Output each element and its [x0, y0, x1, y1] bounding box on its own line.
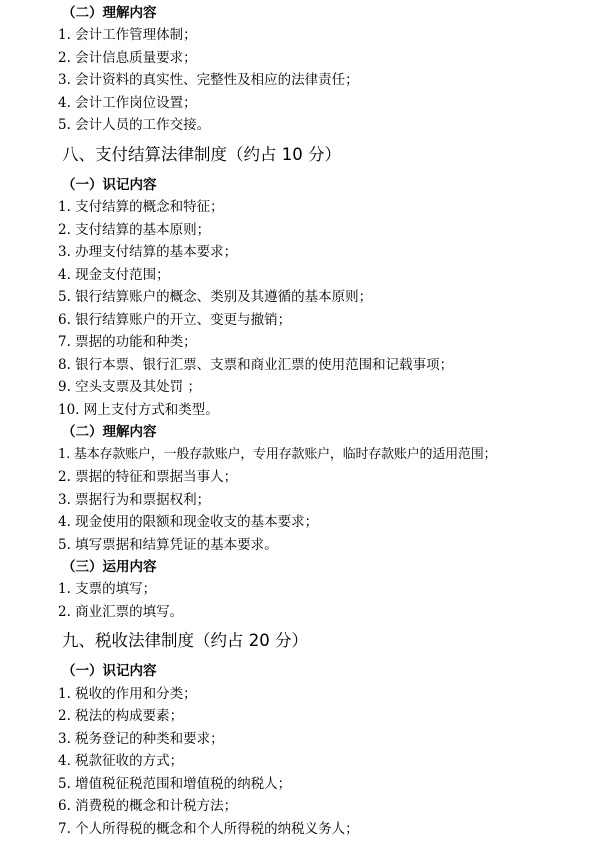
- list-item: 5. 填写票据和结算凭证的基本要求。: [58, 537, 278, 553]
- list-item: 1. 税收的作用和分类；: [58, 686, 197, 702]
- list-item: 5. 会计人员的工作交接。: [58, 117, 211, 133]
- list-item: 2. 支付结算的基本原则；: [58, 222, 211, 238]
- list-item: 10. 网上支付方式和类型。: [58, 402, 219, 418]
- list-item: 1. 支付结算的概念和特征；: [58, 199, 224, 215]
- list-item: 5. 增值税征税范围和增值税的纳税人；: [58, 776, 292, 792]
- section-heading-tax: 九、税收法律制度（约占 20 分）: [62, 631, 308, 650]
- list-item: 7. 个人所得税的概念和个人所得税的纳税义务人；: [58, 821, 359, 837]
- list-item: 9. 空头支票及其处罚 ；: [58, 379, 201, 395]
- list-item: 4. 现金使用的限额和现金收支的基本要求；: [58, 514, 319, 530]
- list-item: 2. 商业汇票的填写。: [58, 604, 184, 620]
- list-item: 1. 会计工作管理体制；: [58, 27, 197, 43]
- sub-heading-apply: （三）运用内容: [62, 559, 157, 575]
- list-item: 6. 消费税的概念和计税方法；: [58, 798, 238, 814]
- list-item: 2. 会计信息质量要求；: [58, 50, 197, 66]
- list-item: 1. 基本存款账户，一般存款账户，专用存款账户，临时存款账户的适用范围；: [58, 447, 497, 462]
- sub-heading-memorize: （一）识记内容: [62, 177, 157, 193]
- list-item: 4. 现金支付范围；: [58, 267, 170, 283]
- list-item: 4. 会计工作岗位设置；: [58, 95, 197, 111]
- list-item: 1. 支票的填写；: [58, 581, 157, 597]
- list-item: 3. 办理支付结算的基本要求；: [58, 244, 238, 260]
- sub-heading-understand: （二）理解内容: [62, 5, 157, 21]
- sub-heading-understand: （二）理解内容: [62, 424, 157, 440]
- list-item: 5. 银行结算账户的概念、类别及其遵循的基本原则；: [58, 289, 373, 305]
- list-item: 6. 银行结算账户的开立、变更与撤销；: [58, 312, 292, 328]
- list-item: 2. 票据的特征和票据当事人；: [58, 469, 238, 485]
- list-item: 4. 税款征收的方式；: [58, 753, 184, 769]
- list-item: 7. 票据的功能和种类；: [58, 334, 197, 350]
- section-heading-payment: 八、支付结算法律制度（约占 10 分）: [62, 145, 341, 164]
- sub-heading-memorize: （一）识记内容: [62, 663, 157, 679]
- list-item: 8. 银行本票、银行汇票、支票和商业汇票的使用范围和记载事项；: [58, 357, 454, 373]
- list-item: 3. 会计资料的真实性、完整性及相应的法律责任；: [58, 72, 359, 88]
- list-item: 3. 税务登记的种类和要求；: [58, 731, 224, 747]
- list-item: 3. 票据行为和票据权利；: [58, 492, 211, 508]
- list-item: 2. 税法的构成要素；: [58, 708, 184, 724]
